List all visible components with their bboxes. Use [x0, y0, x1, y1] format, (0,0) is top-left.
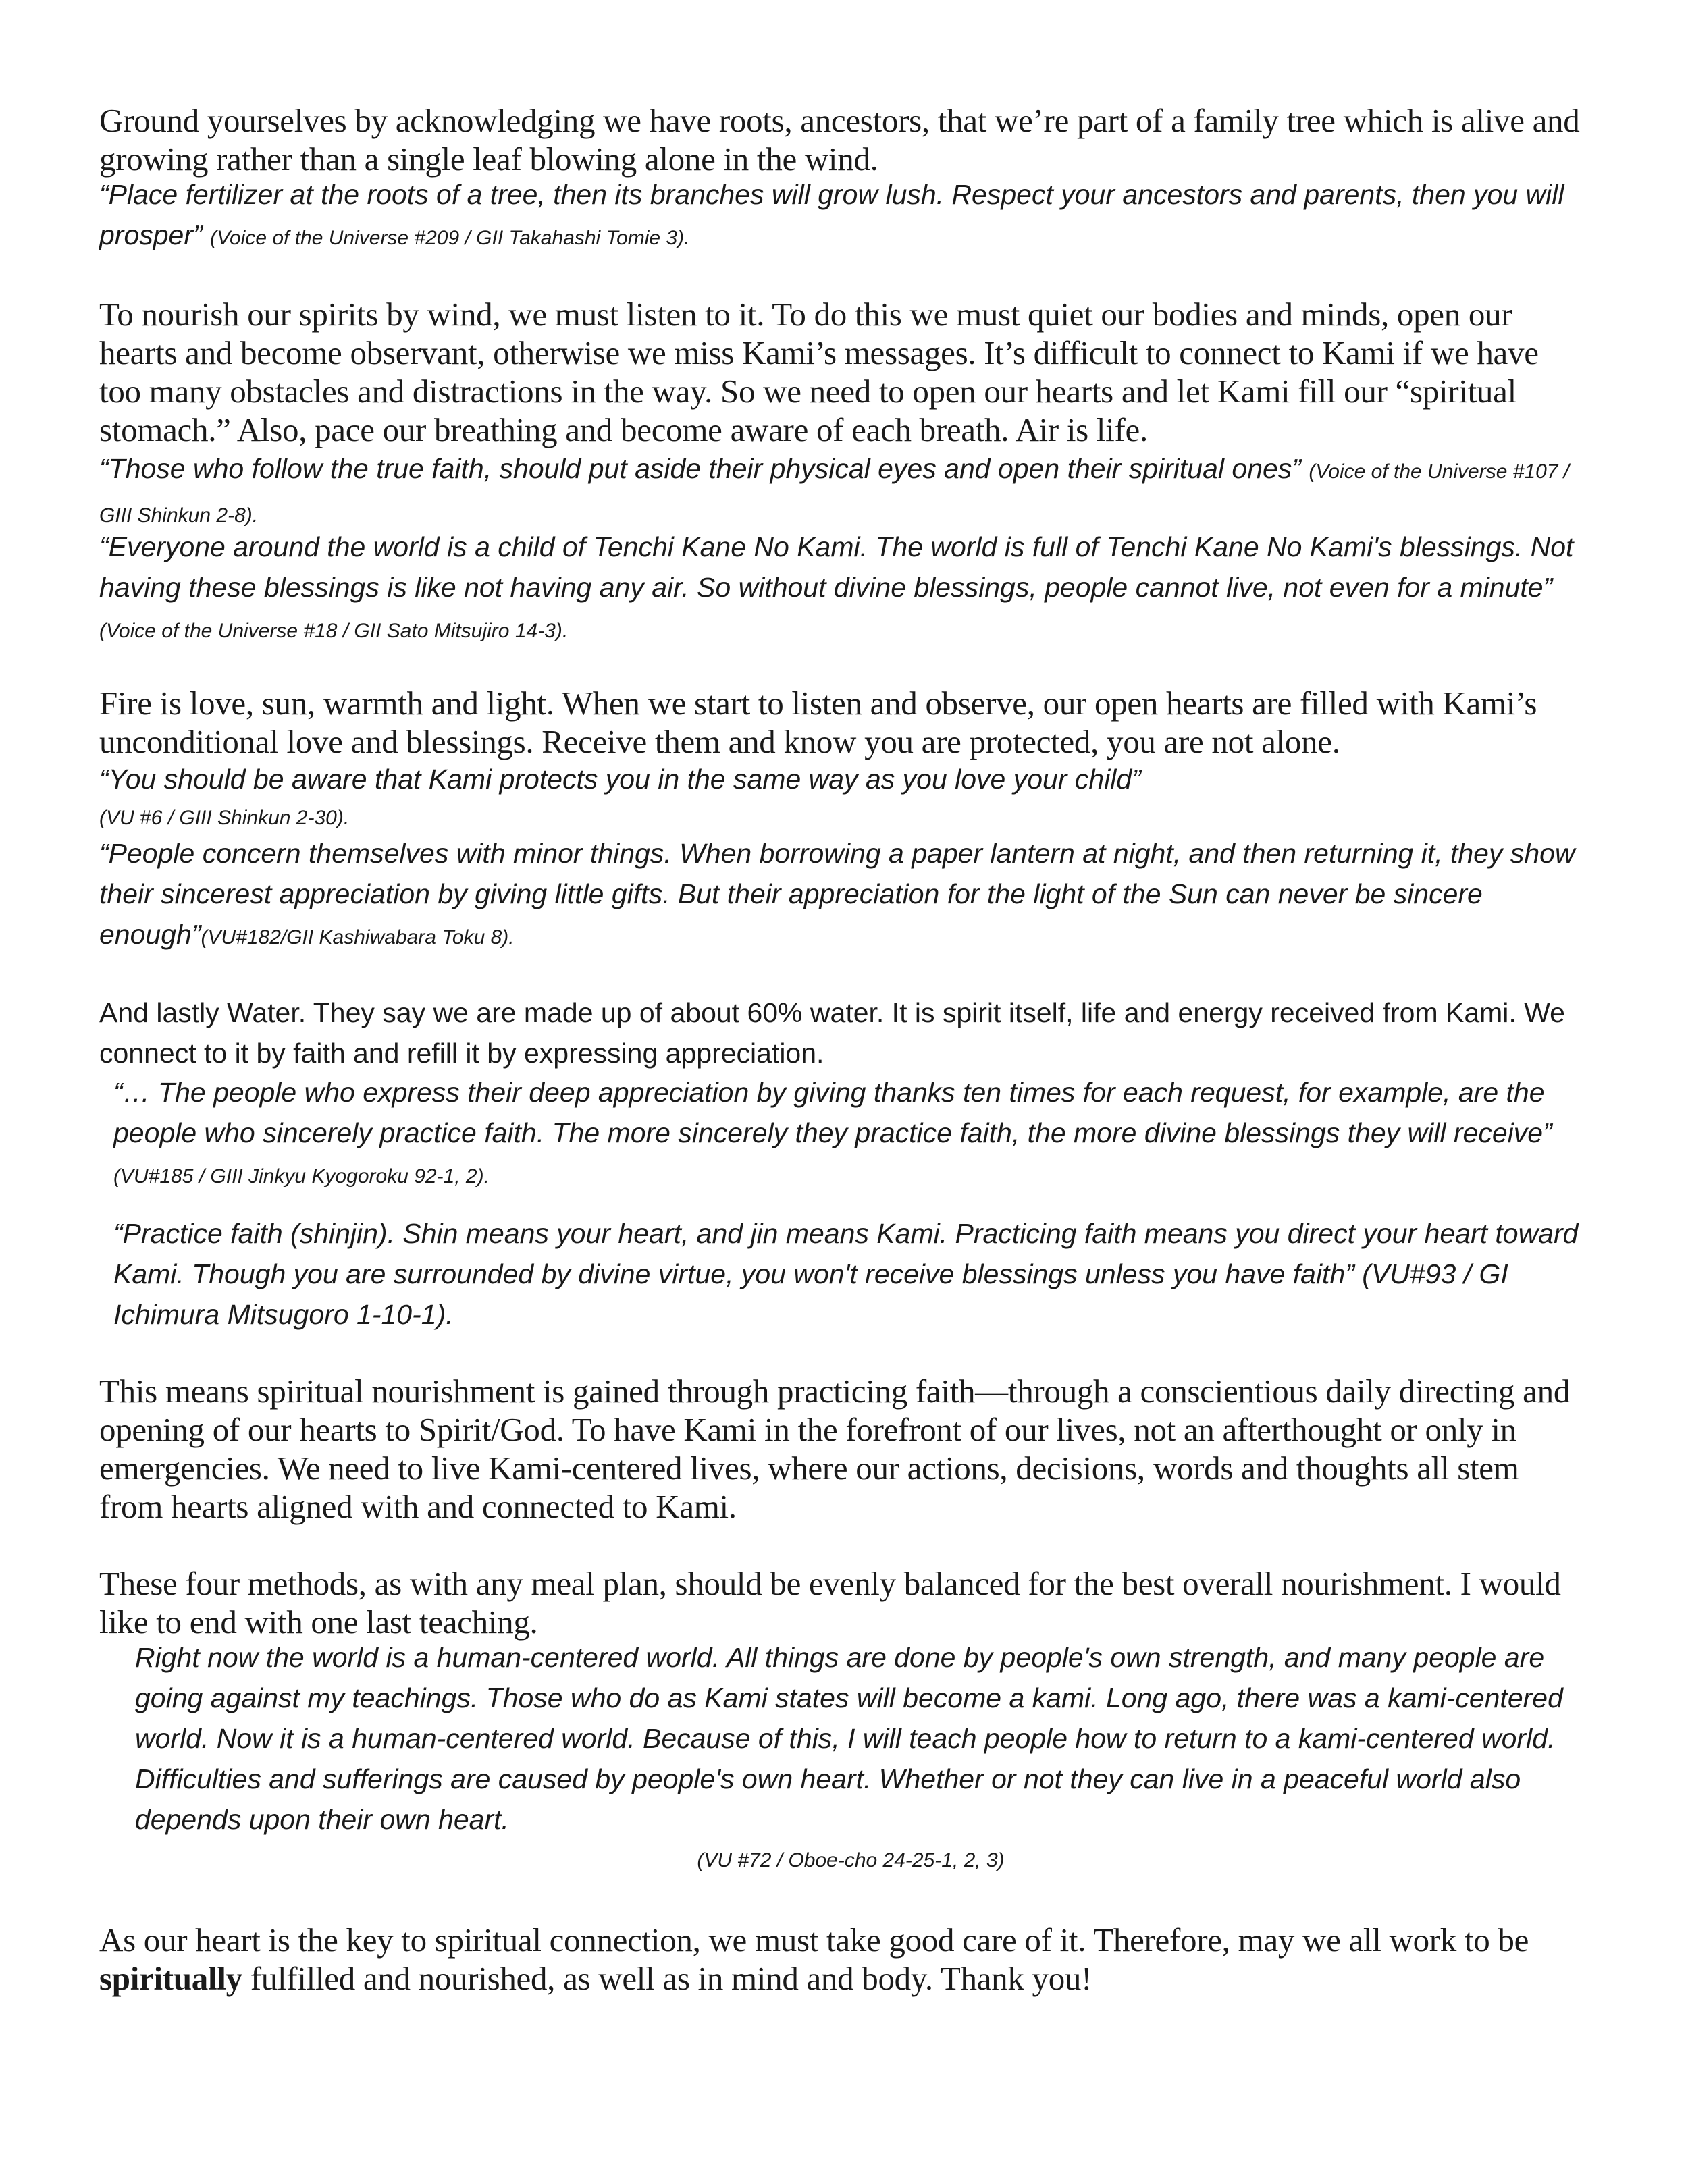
- water-paragraph: And lastly Water. They say we are made up of about 60% water. It is spirit itself, life and energy received from Kami. We connect to it by faith and refill it by expressing appreciation.: [99, 997, 1565, 1069]
- wind-quote-1: “Those who follow the true faith, should put aside their physical eyes and open their spiritual ones”: [99, 453, 1301, 484]
- roots-quote-block: [99, 174, 1585, 259]
- wind-citation-2: (Voice of the Universe #18 / GII Sato Mitsujiro 14-3).: [99, 620, 569, 642]
- closing-text-before: As our heart is the key to spiritual connection, we must take good care of it. Therefore, may we all work to be: [99, 1921, 1529, 1959]
- water-quote-1: “… The people who express their deep appreciation by giving thanks ten times for each request, for example, are the people who sincerely practice faith. The more sincerely they practice faith, the more divine blessings they will receive”: [113, 1077, 1552, 1148]
- roots-citation: (Voice of the Universe #209 / GII Takahashi Tomie 3).: [210, 227, 690, 249]
- wind-paragraph: To nourish our spirits by wind, we must listen to it. To do this we must quiet our bodies and minds, open our hearts and become observant, otherwise we miss Kami’s messages. It’s difficult to connect to Kami if we have too many obstacles and distractions in the way. So we need to open our hearts and let Kami fill our “spiritual stomach.” Also, pace our breathing and become aware of each breath. Air is life.: [99, 296, 1539, 448]
- wind-quote-2-block: [99, 527, 1585, 651]
- water-citation-1: (VU#185 / GIII Jinkyu Kyogoroku 92-1, 2).: [113, 1165, 490, 1188]
- wind-quote-1-block: [99, 448, 1585, 536]
- wind-citation-1: (Voice of the Universe #107 / GIII Shinkun 2-8).: [99, 460, 1570, 527]
- final-teaching-citation: (VU #72 / Oboe-cho 24-25-1, 2, 3): [697, 1849, 1005, 1871]
- fire-paragraph: Fire is love, sun, warmth and light. When we start to listen and observe, our open hearts are filled with Kami’s unconditional love and blessings. Receive them and know you are protected, you are not alone.: [99, 685, 1537, 760]
- final-teaching-quote: Right now the world is a human-centered world. All things are done by people's own strength, and many people are going against my teachings. Those who do as Kami states will become a kami. Long ago, there was a kami-centered world. Now it is a human-centered world. Because of this, I will teach people how to return to a kami-centered world. Difficulties and sufferings are caused by people's own heart. Whether or not they can live in a peaceful world also depends upon their own heart.: [135, 1642, 1563, 1835]
- closing-bold-word: spiritually: [99, 1960, 242, 1997]
- methods-paragraph: These four methods, as with any meal plan, should be evenly balanced for the best overall nourishment. I would like to end with one last teaching.: [99, 1565, 1561, 1641]
- closing-text-after: fulfilled and nourished, as well as in mind and body. Thank you!: [250, 1960, 1092, 1997]
- fire-quote-1: “You should be aware that Kami protects you in the same way as you love your child”: [99, 764, 1141, 795]
- faith-paragraph: This means spiritual nourishment is gained through practicing faith—through a conscientious daily directing and opening of our hearts to Spirit/God. To have Kami in the forefront of our lives, not an afterthought or only in emergencies. We need to live Kami-centered lives, where our actions, decisions, words and thoughts all stem from hearts aligned with and connected to Kami.: [99, 1373, 1571, 1525]
- fire-quote-2-block: [99, 833, 1585, 958]
- roots-quote: “Place fertilizer at the roots of a tree, then its branches will grow lush. Respect your ancestors and parents, then you will prosper”: [99, 179, 1564, 250]
- closing-paragraph: [99, 1921, 1585, 1998]
- fire-quote-2: “People concern themselves with minor things. When borrowing a paper lantern at night, and then returning it, they show their sincerest appreciation by giving little gifts. But their appreciation for the light of the Sun can never be sincere enough”: [99, 838, 1575, 950]
- water-quote-1-block: [113, 1072, 1585, 1197]
- water-quote-2: “Practice faith (shinjin). Shin means your heart, and jin means Kami. Practicing faith means you direct your heart toward Kami. Though you are surrounded by divine virtue, you won't receive blessings unless you have faith” (VU#93 / GI Ichimura Mitsugoro 1-10-1).: [113, 1218, 1579, 1330]
- roots-paragraph: Ground yourselves by acknowledging we have roots, ancestors, that we’re part of a family tree which is alive and growing rather than a single leaf blowing alone in the wind.: [99, 102, 1580, 178]
- wind-quote-2: “Everyone around the world is a child of Tenchi Kane No Kami. The world is full of Tenchi Kane No Kami's blessings. Not having these blessings is like not having any air. So without divine blessings, people cannot live, not even for a minute”: [99, 531, 1574, 603]
- fire-citation-1: (VU #6 / GIII Shinkun 2-30).: [99, 807, 350, 829]
- fire-citation-2: (VU#182/GII Kashiwabara Toku 8).: [201, 926, 515, 949]
